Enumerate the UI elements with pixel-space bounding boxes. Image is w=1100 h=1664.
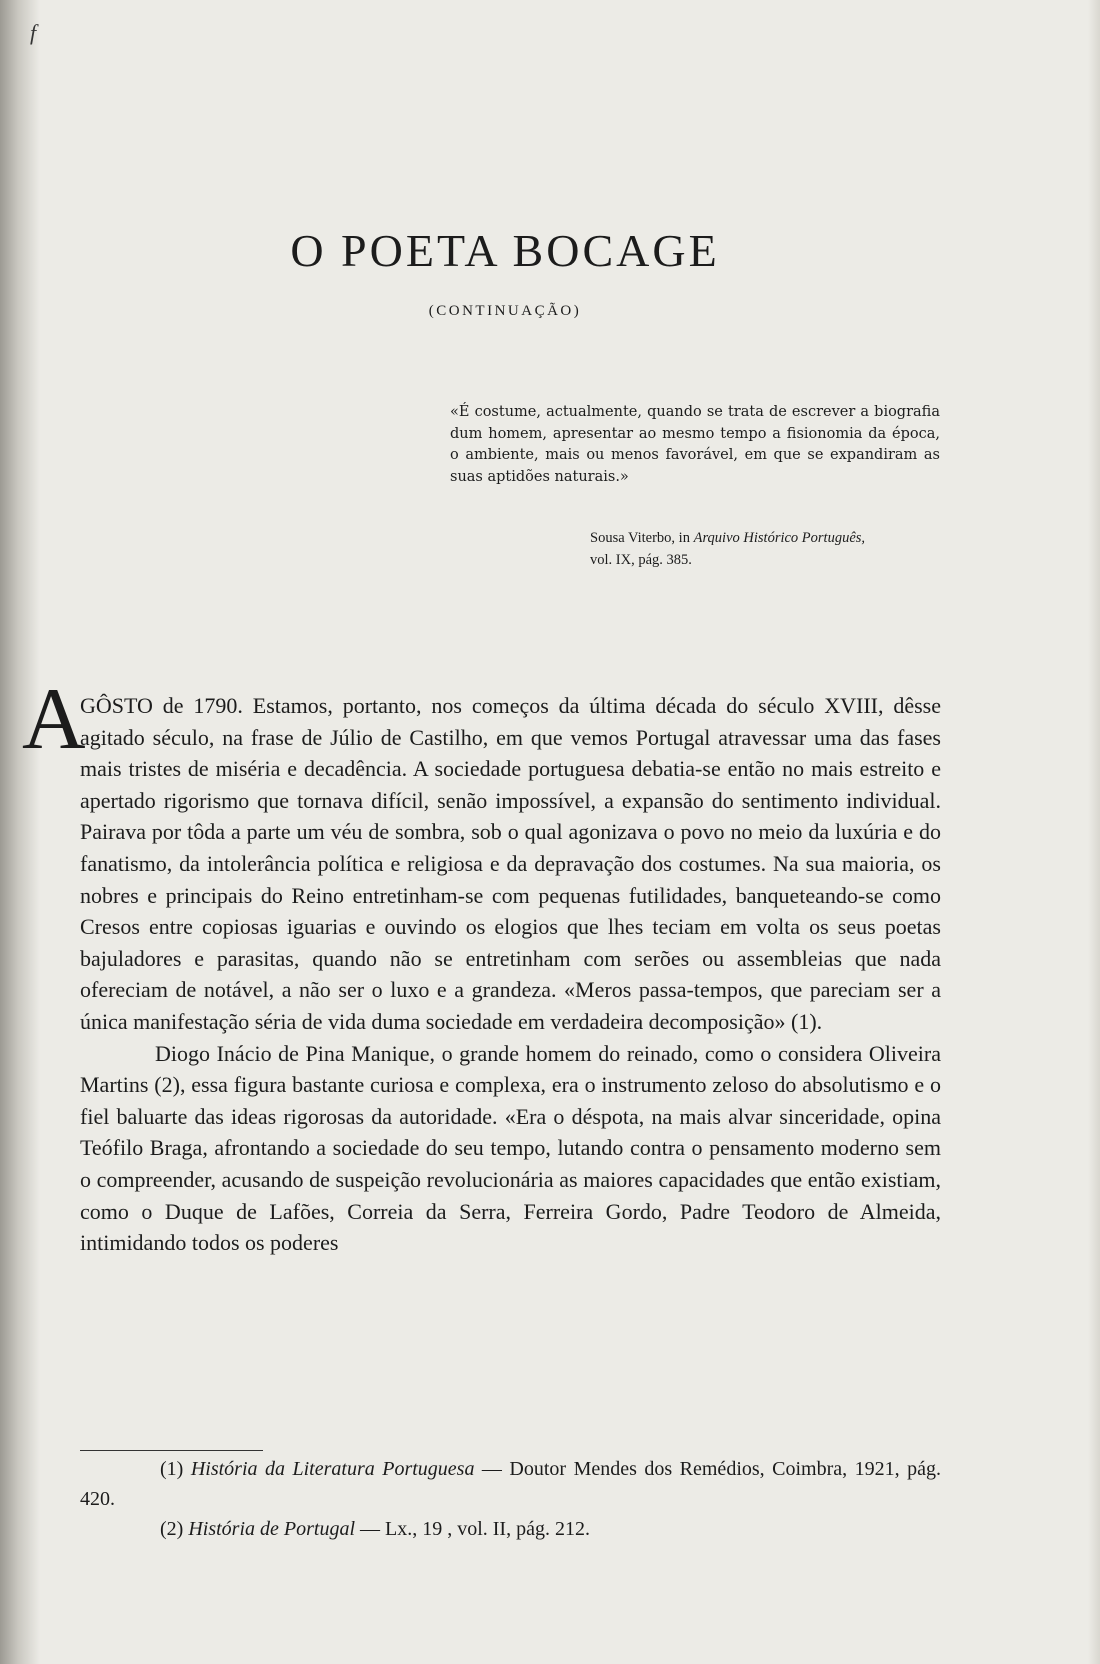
footnote-1-work: História da Literatura Portuguesa xyxy=(190,1458,475,1480)
epigraph-quote: «É costume, actualmente, quando se trata de escrever a biografia dum homem, apresentar ao mesmo tempo a fisionomia da época, o ambiente, mais ou menos favorável, em que se expandiram as suas aptidões naturais.» xyxy=(450,404,940,485)
page-subtitle: (CONTINUAÇÃO) xyxy=(428,303,582,319)
paragraph-2-text-b: , essa figura bastante curiosa e complexa, era o instrumento zeloso do absolutismo e o fiel baluarte das ideas rigorosas da autoridade. «Era o déspota, na mais alvar sinceridade, opina Teófilo Braga, afrontando a sociedade do seu tempo, lutando contra o pensamento moderno sem o compreender, acusando de suspeição revolucionária as maiores capacidades que então existiam, como o Duque de Lafões, Correia da Serra, Ferreira Gordo, Padre Teodoro de Almeida, intimidando todos os poderes xyxy=(80,1072,941,1256)
footnote-2 xyxy=(80,1514,941,1544)
body-text xyxy=(80,690,941,1259)
paragraph-1-text: GÔSTO de 1790. Estamos, portanto, nos começos da última década do século XVIII, dêsse agitado século, na frase de Júlio de Castilho, em que vemos Portugal atravessar uma das fases mais tristes de miséria e decadência. A sociedade portuguesa debatia-se então no mais estreito e apertado rigorismo que tornava difícil, senão impossível, a expansão do sentimento individual. Pairava por tôda a parte um véu de sombra, sob o qual agonizava o povo no meio da luxúria e do fanatismo, da intolerância política e religiosa e da depravação dos costumes. Na sua maioria, os nobres e principais do Reino entretinham-se com pequenas futilidades, banqueteando-se como Cresos entre copiosas iguarias e ouvindo os elogios que lhes teciam em volta os seus poetas bajuladores e parasitas, quando não se entretinham com serões ou assembleias que nada ofereciam de notável, a não ser o luxo e a grandeza. «Meros passa-tempos, que pareciam ser a única manifestação séria de vida duma sociedade em verdadeira decomposição» xyxy=(80,693,941,1034)
paragraph-2 xyxy=(80,1038,941,1259)
epigraph-source xyxy=(590,527,940,571)
footnote-2-work: História de Portugal xyxy=(188,1518,355,1540)
paragraph-1 xyxy=(80,690,941,1038)
epigraph-source-work: Arquivo Histórico Português, xyxy=(693,530,866,546)
corner-mark: f xyxy=(30,20,37,45)
epigraph-source-ref: vol. IX, pág. 385. xyxy=(590,552,692,568)
footnote-divider xyxy=(80,1450,263,1451)
footnote-2-rest: — Lx., 19 , vol. II, pág. 212. xyxy=(355,1518,590,1540)
footnote-1-marker: (1) xyxy=(160,1458,184,1480)
footnote-2-marker: (2) xyxy=(160,1518,184,1540)
paragraph-2-text-a: Diogo Inácio de Pina Manique, o grande homem do reinado, como o considera Oliveira Martins xyxy=(80,1040,941,1098)
epigraph-source-author: Sousa Viterbo, in xyxy=(590,530,694,546)
drop-cap: A xyxy=(22,671,86,768)
footnote-1-rest: — Doutor Mendes dos Remédios, Coimbra, 1921, pág. 420. xyxy=(80,1458,941,1510)
footnote-ref-2: (2) xyxy=(154,1072,180,1098)
footnote-ref-1: (1). xyxy=(791,1008,823,1034)
footnotes xyxy=(80,1454,941,1544)
footnote-1 xyxy=(80,1454,941,1514)
page-title: O POETA BOCAGE xyxy=(290,225,720,276)
page-edge xyxy=(1088,0,1100,1664)
